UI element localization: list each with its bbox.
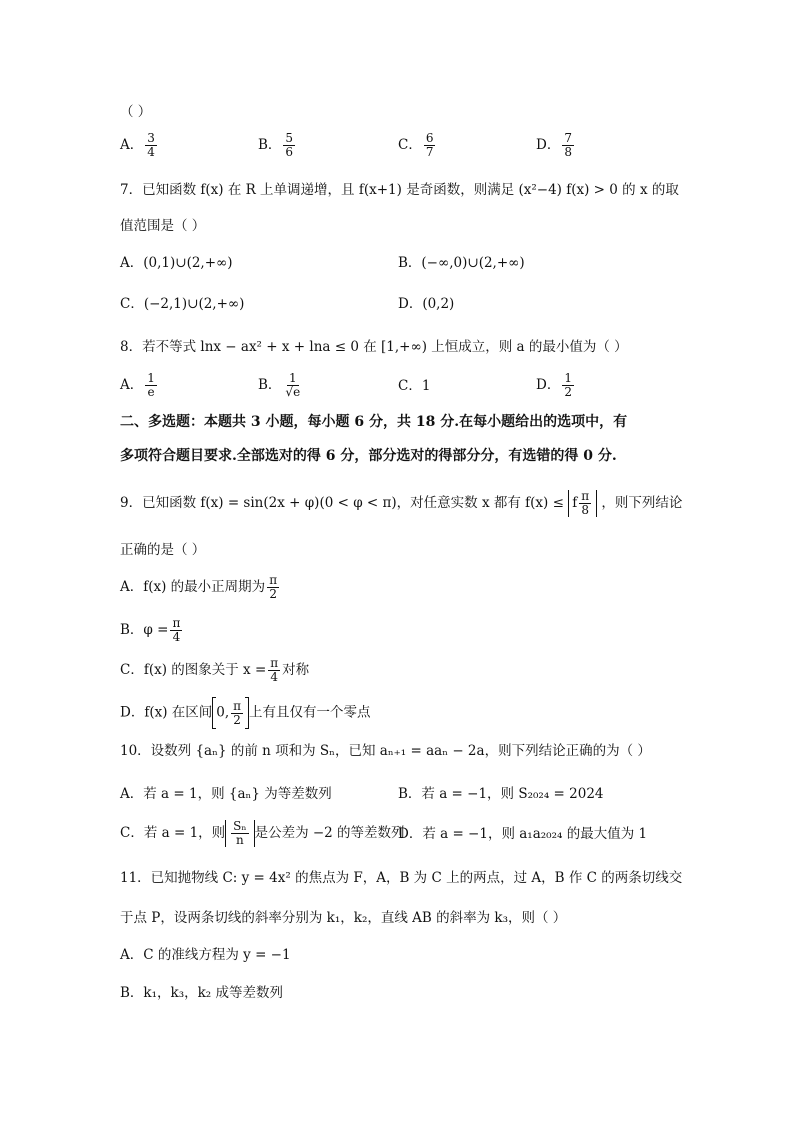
- fraction: $\frac{1}{2}$: [564, 371, 572, 399]
- q10-option-a: A．若 a = 1，则 {aₙ} 为等差数列: [120, 786, 332, 802]
- q11-stem-line2: 于点 P，设两条切线的斜率分别为 k₁，k₂，直线 AB 的斜率为 k₃，则（ ）: [120, 910, 567, 926]
- fraction: $\frac{7}{8}$: [564, 131, 572, 159]
- section2-heading-line1: 二、多选题：本题共 3 小题，每小题 6 分，共 18 分.在每小题给出的选项中，有: [120, 414, 628, 430]
- q9-stem-line2: 正确的是（ ）: [120, 542, 206, 558]
- option-label: B．: [258, 137, 282, 153]
- q8-option-a: A． $\frac{1}{e}$: [120, 371, 155, 399]
- q9-option-a: A．f(x) 的最小正周期为 $\frac{\pi}{2}$: [120, 573, 278, 601]
- q7-option-c: C．(−2,1)∪(2,+∞): [120, 296, 245, 312]
- q9-option-b: B．φ = $\frac{\pi}{4}$: [120, 616, 181, 644]
- q8-option-c: C．1: [398, 378, 431, 394]
- option-label: A．: [120, 137, 144, 153]
- q8-stem: 8．若不等式 lnx − ax² + x + lna ≤ 0 在 [1,+∞) 上恒成立，则 a 的最小值为（ ）: [120, 339, 628, 355]
- q6-option-c: [398, 132, 437, 159]
- fraction: $\frac{6}{7}$: [425, 131, 434, 159]
- q9-option-c: C．f(x) 的图象关于 x = $\frac{\pi}{4}$ 对称: [120, 656, 310, 684]
- fraction: $\frac{5}{6}$: [285, 131, 294, 159]
- q11-option-b: B．k₁，k₃，k₂ 成等差数列: [120, 985, 283, 1001]
- q10-option-b: B．若 a = −1，则 S₂₀₂₄ = 2024: [398, 786, 604, 802]
- fraction: $\frac{\pi}{4}$: [172, 616, 181, 644]
- q10-option-d: D．若 a = −1，则 a₁a₂₀₂₄ 的最大值为 1: [398, 826, 648, 842]
- option-label: D．: [536, 137, 561, 153]
- q6-paren: （ ）: [120, 104, 152, 120]
- abs-expression: f $\frac{\pi}{8}$: [568, 490, 597, 517]
- q6-option-d: [536, 132, 576, 159]
- q10-option-c: C．若 a = 1，则 $\frac{\text{Sₙ}}{n}$ 是公差为 −2 的等差数列: [120, 819, 405, 847]
- q11-stem-line1: 11．已知抛物线 C: y = 4x² 的焦点为 F，A，B 为 C 上的两点，过 A，B 作 C 的两条切线交: [120, 870, 683, 886]
- q7-option-b: B．(−∞,0)∪(2,+∞): [398, 255, 525, 271]
- fraction: $\frac{\text{Sₙ}}{n}$: [233, 819, 247, 847]
- q9-stem-line1: 9．已知函数 f(x) = sin(2x + φ)(0 < φ < π)，对任意实数 x 都有 f(x) ≤ f $\frac{\pi}{8}$ ，则下列结论: [120, 489, 683, 517]
- q7-option-d: D．(0,2): [398, 296, 455, 312]
- fraction: $\frac{3}{4}$: [147, 131, 155, 159]
- fraction: $\frac{\pi}{2}$: [233, 698, 242, 727]
- q11-option-a: A．C 的准线方程为 y = −1: [120, 947, 291, 963]
- fraction: $\frac{\pi}{8}$: [581, 489, 590, 517]
- brace-expression: [225, 820, 254, 847]
- fraction: $\frac{1}{e}$: [147, 371, 155, 399]
- q7-stem-line2: 值范围是（ ）: [120, 218, 206, 234]
- section2-heading-line2: 多项符合题目要求.全部选对的得 6 分，部分选对的得部分分，有选错的得 0 分.: [120, 448, 617, 464]
- q8-option-d: D． $\frac{1}{2}$: [536, 371, 572, 399]
- fraction: $\frac{\pi}{2}$: [269, 573, 278, 601]
- fraction: $\frac{1}{√e}$: [285, 371, 301, 399]
- q7-stem-line1: 7．已知函数 f(x) 在 R 上单调递增，且 f(x+1) 是奇函数，则满足 (x²−4) f(x) > 0 的 x 的取: [120, 182, 679, 198]
- q10-stem: 10．设数列 {aₙ} 的前 n 项和为 Sₙ，已知 aₙ₊₁ = aaₙ − 2a，则下列结论正确的为（ ）: [120, 743, 651, 759]
- option-label: C．: [398, 137, 422, 153]
- q9-option-d: D．f(x) 在区间 0, $\frac{\pi}{2}$ 上有且仅有一个零点: [120, 697, 371, 729]
- q6-option-a: [120, 132, 159, 159]
- q6-option-b: [258, 132, 297, 159]
- q7-option-a: A．(0,1)∪(2,+∞): [120, 255, 233, 271]
- fraction: $\frac{\pi}{4}$: [270, 656, 279, 684]
- q8-option-b: B． $\frac{1}{√e}$: [258, 371, 301, 399]
